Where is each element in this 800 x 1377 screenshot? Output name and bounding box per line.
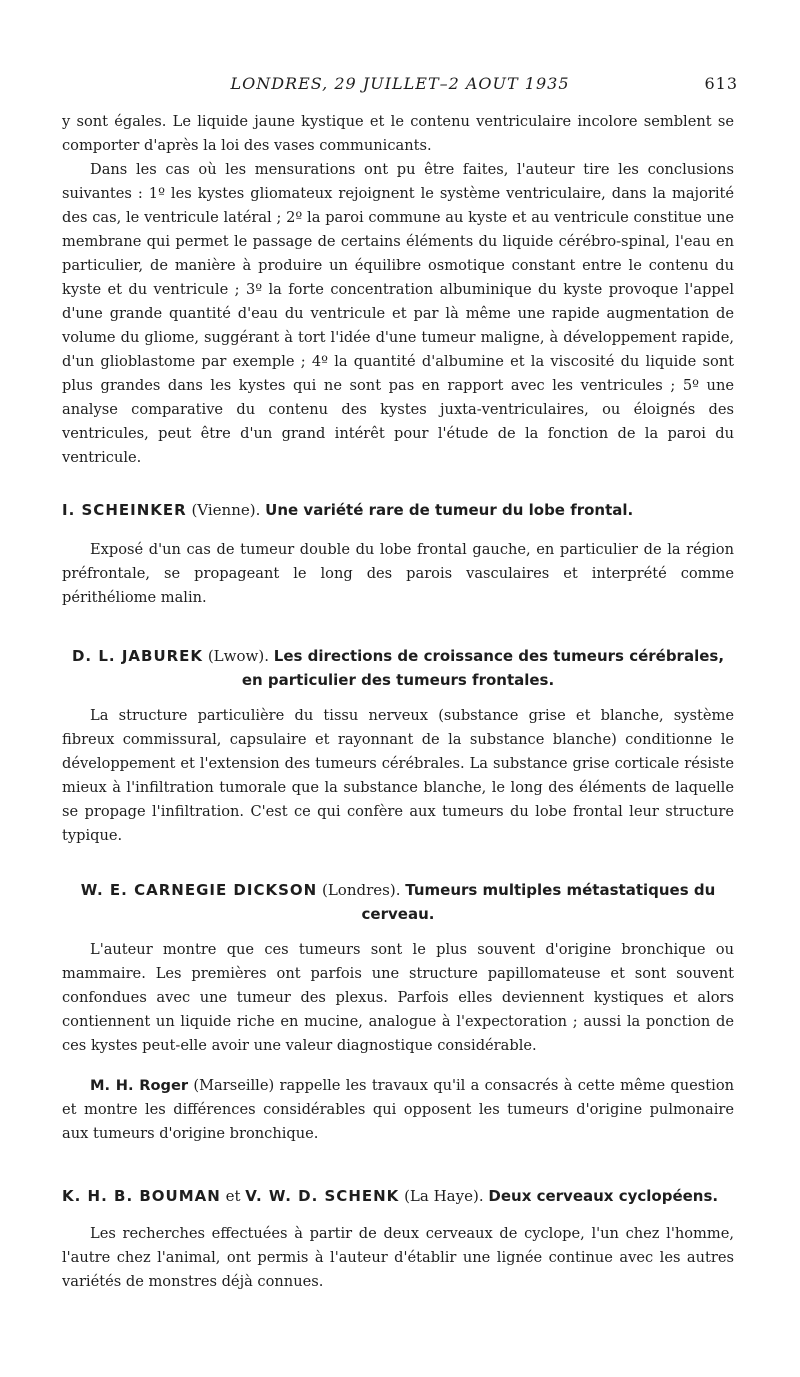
discussion-paragraph: [62, 1074, 734, 1146]
discussion-roger: [62, 1074, 734, 1146]
abstract-body-scheinker: [62, 538, 734, 610]
abstract-body-bouman-schenk: [62, 1222, 734, 1294]
abstract-author: W. E. CARNEGIE DICKSON: [80, 881, 318, 899]
abstract-title: Deux cerveaux cyclopéens.: [488, 1187, 719, 1205]
abstract-body: L'auteur montre que ces tumeurs sont le plus souvent d'origine bronchique ou mammaire. Les premières ont parfois une structure papillomateuse et sont souvent confondues avec une tumeur des plexus. Parfois elles deviennent kystiques et alors contiennent un liquide riche en mucine, analogue à l'expectoration ; aussi la ponction de ces kystes peut-elle avoir une valeur diagnostique considérable.: [62, 941, 734, 1054]
abstract-body: Exposé d'un cas de tumeur double du lobe frontal gauche, en particulier de la région préfrontale, se propageant le long des parois vasculaires et interprété comme périthéliome malin.: [62, 541, 734, 606]
abstract-location: (Vienne).: [191, 501, 261, 519]
discussion-author: M. H. Roger: [90, 1077, 189, 1094]
abstract-location: (Lwow).: [207, 647, 269, 665]
abstract-body: Les recherches effectuées à partir de deux cerveaux de cyclope, l'un chez l'homme, l'autre chez l'animal, ont permis à l'auteur d'établir une lignée continue avec les autres variétés de monstres déjà connues.: [62, 1225, 734, 1290]
page-number: 613: [704, 74, 738, 93]
abstract-location: (Londres).: [321, 881, 401, 899]
abstract-body-carnegie-dickson: [62, 938, 734, 1058]
abstract-body: La structure particulière du tissu nerveux (substance grise et blanche, système fibreux commissural, capsulaire et rayonnant de la substance blanche) conditionne le développement et l'extension des tumeurs cérébrales. La substance grise corticale résiste mieux à l'infiltration tumorale que la substance blanche, le long des éléments de laquelle se propage l'infiltration. C'est ce qui confère aux tumeurs du lobe frontal leur structure typique.: [62, 707, 734, 844]
abstract-heading-jaburek: [62, 644, 734, 692]
abstract-heading-carnegie-dickson: [62, 878, 734, 926]
abstract-title: Une variété rare de tumeur du lobe frontal.: [265, 501, 634, 519]
abstract-author: I. SCHEINKER: [62, 501, 187, 519]
abstract-author: K. H. B. BOUMAN: [62, 1187, 221, 1205]
abstract-body-jaburek: [62, 704, 734, 848]
intro-paragraph-1: y sont égales. Le liquide jaune kystique et le contenu ventriculaire incolore semblent se comporter d'après la loi des vases communicants.: [62, 113, 734, 154]
running-title: LONDRES, 29 JUILLET–2 AOUT 1935: [230, 74, 570, 93]
abstract-location: (La Haye).: [404, 1187, 484, 1205]
intro-paragraph-2: Dans les cas où les mensurations ont pu être faites, l'auteur tire les conclusions suivantes : 1º les kystes gliomateux rejoignent le système ventriculaire, dans la majorité des cas, le ventricule latéral ; 2º la paroi commune au kyste et au ventricule constitue une membrane qui permet le passage de certains éléments du liquide cérébro-spinal, l'eau en particulier, de manière à produire un équilibre osmotique constant entre le contenu du kyste et du ventricule ; 3º la forte concentration albuminique du kyste provoque l'appel d'une grande quantité d'eau du ventricule et par là même une rapide augmentation de volume du gliome, suggérant à tort l'idée d'une tumeur maligne, à développement rapide, d'un glioblastome par exemple ; 4º la quantité d'albumine et la viscosité du liquide sont plus grandes dans les kystes qui ne sont pas en rapport avec les ventricules ; 5º une analyse comparative du contenu des kystes juxta-ventriculaires, ou éloignés des ventricules, peut être d'un grand intérêt pour l'étude de la fonction de la paroi du ventricule.: [62, 161, 734, 466]
intro-section: [62, 110, 734, 470]
abstract-heading-scheinker: [62, 498, 734, 522]
page-header: [0, 74, 800, 96]
abstract-title: Les directions de croissance des tumeurs cérébrales, en particulier des tumeurs frontales.: [241, 647, 725, 689]
abstract-coauthor-joiner: et: [225, 1187, 241, 1205]
abstract-author: D. L. JABUREK: [71, 647, 204, 665]
abstract-title: Tumeurs multiples métastatiques du cerveau.: [361, 881, 716, 923]
discussion-text: (Marseille) rappelle les travaux qu'il a consacrés à cette même question et montre les différences considérables qui opposent les tumeurs d'origine pulmonaire aux tumeurs d'origine bronchique.: [62, 1077, 735, 1142]
abstract-coauthor: V. W. D. SCHENK: [245, 1187, 400, 1205]
abstract-heading-bouman-schenk: [62, 1184, 734, 1208]
